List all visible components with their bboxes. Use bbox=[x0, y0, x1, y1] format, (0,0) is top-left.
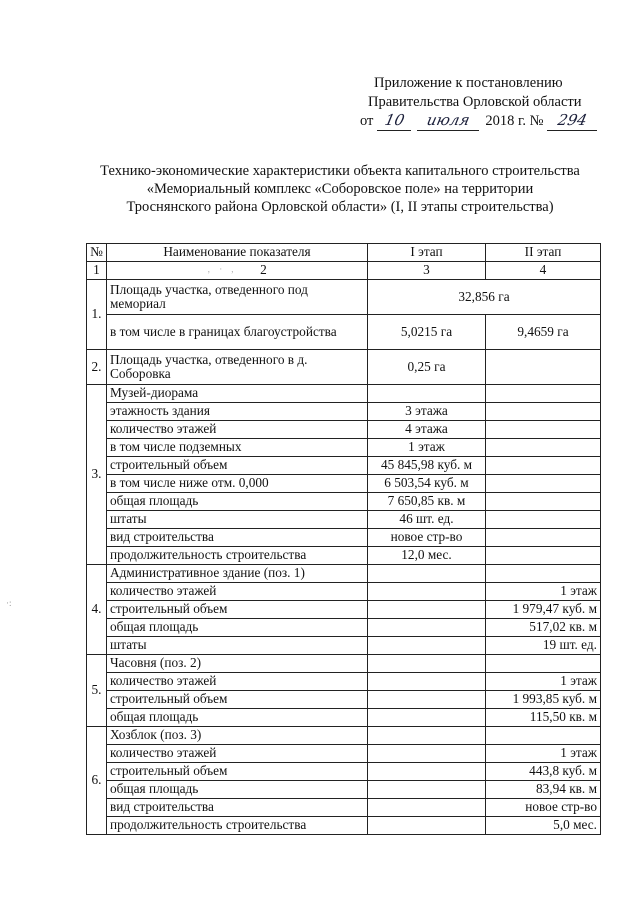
stage-2-value-cell bbox=[486, 475, 601, 493]
stage-2-value-cell bbox=[486, 350, 601, 385]
indicator-name-cell: Административное здание (поз. 1) bbox=[107, 565, 368, 583]
stage-2-value-cell bbox=[486, 655, 601, 673]
stage-1-value-cell bbox=[368, 601, 486, 619]
stage-2-value-cell: 1 979,47 куб. м bbox=[486, 601, 601, 619]
title-line-2: «Мемориальный комплекс «Соборовское поле» на территории bbox=[146, 181, 534, 197]
stage-1-value-cell bbox=[368, 565, 486, 583]
table-row bbox=[87, 511, 601, 529]
table-row bbox=[87, 547, 601, 565]
table-row bbox=[87, 709, 601, 727]
stage-1-value-cell bbox=[368, 799, 486, 817]
indicator-name-cell: количество этажей bbox=[107, 583, 368, 601]
indicator-name-cell: продолжительность строительства bbox=[107, 547, 368, 565]
stage-2-value-cell bbox=[486, 565, 601, 583]
indicator-name-cell: вид строительства bbox=[107, 529, 368, 547]
indicator-name-cell: в том числе подземных bbox=[107, 439, 368, 457]
indicator-name-cell: строительный объем bbox=[107, 601, 368, 619]
indicator-name-cell: строительный объем bbox=[107, 691, 368, 709]
table-row bbox=[87, 493, 601, 511]
table-index-row bbox=[87, 262, 601, 280]
table-row bbox=[87, 457, 601, 475]
row-group-number: 2. bbox=[87, 350, 107, 385]
stage-2-value-cell: 115,50 кв. м bbox=[486, 709, 601, 727]
scan-margin-mark: ·: bbox=[6, 598, 12, 608]
merged-value-cell: 32,856 га bbox=[368, 280, 601, 315]
stage-2-value-cell bbox=[486, 727, 601, 745]
table-row bbox=[87, 529, 601, 547]
stage-1-value-cell: 6 503,54 куб. м bbox=[368, 475, 486, 493]
stage-2-value-cell: 1 этаж bbox=[486, 745, 601, 763]
header-number: № bbox=[87, 244, 107, 262]
date-from-label: от bbox=[360, 113, 374, 129]
stage-2-value-cell: 517,02 кв. м bbox=[486, 619, 601, 637]
indicator-name-cell: вид строительства bbox=[107, 799, 368, 817]
stage-2-value-cell bbox=[486, 403, 601, 421]
index-cell: 3 bbox=[368, 262, 486, 280]
header-stage-2: II этап bbox=[486, 244, 601, 262]
table-row bbox=[87, 727, 601, 745]
document-number-field bbox=[547, 112, 597, 131]
indicator-name-cell: количество этажей bbox=[107, 745, 368, 763]
indicator-name-cell: количество этажей bbox=[107, 421, 368, 439]
stage-2-value-cell bbox=[486, 511, 601, 529]
stage-2-value-cell: 1 этаж bbox=[486, 583, 601, 601]
table-row bbox=[87, 637, 601, 655]
table-body bbox=[87, 262, 601, 835]
stage-2-value-cell bbox=[486, 547, 601, 565]
row-group-number: 6. bbox=[87, 727, 107, 835]
indicator-name-cell: общая площадь bbox=[107, 781, 368, 799]
date-year-label: 2018 г. № bbox=[485, 113, 544, 129]
stage-1-value-cell bbox=[368, 727, 486, 745]
indicator-name-cell: штаты bbox=[107, 637, 368, 655]
table-row bbox=[87, 763, 601, 781]
table-row bbox=[87, 350, 601, 385]
date-month-handwritten: июля bbox=[425, 111, 472, 129]
indicator-name-cell: штаты bbox=[107, 511, 368, 529]
table-row bbox=[87, 403, 601, 421]
indicator-name-cell: в том числе в границах благоустройства bbox=[107, 315, 368, 350]
stage-1-value-cell: 45 845,98 куб. м bbox=[368, 457, 486, 475]
stage-1-value-cell: 4 этажа bbox=[368, 421, 486, 439]
indicator-name-cell: в том числе ниже отм. 0,000 bbox=[107, 475, 368, 493]
stage-1-value-cell bbox=[368, 637, 486, 655]
stage-2-value-cell: 83,94 кв. м bbox=[486, 781, 601, 799]
indicator-name-cell: продолжительность строительства bbox=[107, 817, 368, 835]
stage-1-value-cell bbox=[368, 763, 486, 781]
table-header-row bbox=[87, 244, 601, 262]
indicator-name-cell: Площадь участка, отведенного в д. Соборовка bbox=[107, 350, 368, 385]
scan-mark: ‚ · , bbox=[207, 263, 234, 274]
indicator-name-cell: количество этажей bbox=[107, 673, 368, 691]
title-line-1: Технико-экономические характеристики объекта капитального строительства bbox=[100, 163, 580, 179]
indicator-name-cell: строительный объем bbox=[107, 763, 368, 781]
stage-2-value-cell: 19 шт. ед. bbox=[486, 637, 601, 655]
table-row bbox=[87, 745, 601, 763]
date-month-field bbox=[417, 112, 479, 131]
stage-2-value-cell: 443,8 куб. м bbox=[486, 763, 601, 781]
indicator-name-cell: Площадь участка, отведенного под мемориал bbox=[107, 280, 368, 315]
index-cell bbox=[107, 262, 368, 280]
index-cell: 1 bbox=[87, 262, 107, 280]
table-row bbox=[87, 673, 601, 691]
table-row bbox=[87, 691, 601, 709]
table-row bbox=[87, 655, 601, 673]
title-line-3: Троснянского района Орловской области» (I, II этапы строительства) bbox=[126, 199, 554, 215]
row-group-number: 3. bbox=[87, 385, 107, 565]
stage-2-value-cell: 5,0 мес. bbox=[486, 817, 601, 835]
stage-1-value-cell: 1 этаж bbox=[368, 439, 486, 457]
index-cell: 4 bbox=[486, 262, 601, 280]
stage-2-value-cell bbox=[486, 457, 601, 475]
stage-1-value-cell bbox=[368, 745, 486, 763]
table-row bbox=[87, 583, 601, 601]
indicator-name-cell: Музей-диорама bbox=[107, 385, 368, 403]
attachment-date-line bbox=[360, 112, 620, 131]
indicator-name-cell: строительный объем bbox=[107, 457, 368, 475]
stage-1-value-cell bbox=[368, 385, 486, 403]
stage-2-value-cell: 1 этаж bbox=[486, 673, 601, 691]
stage-1-value-cell bbox=[368, 583, 486, 601]
header-stage-1: I этап bbox=[368, 244, 486, 262]
table-row bbox=[87, 475, 601, 493]
stage-1-value-cell bbox=[368, 709, 486, 727]
index-cell-value: 2 bbox=[260, 261, 267, 277]
document-title bbox=[40, 162, 640, 216]
row-group-number: 1. bbox=[87, 280, 107, 350]
indicator-name-cell: этажность здания bbox=[107, 403, 368, 421]
stage-1-value-cell bbox=[368, 691, 486, 709]
stage-2-value-cell bbox=[486, 385, 601, 403]
attachment-line-2: Правительства Орловской области bbox=[368, 94, 582, 110]
table-row bbox=[87, 280, 601, 315]
attachment-block bbox=[360, 74, 620, 131]
table-row bbox=[87, 799, 601, 817]
indicator-name-cell: общая площадь bbox=[107, 709, 368, 727]
header-indicator-name: Наименование показателя bbox=[107, 244, 368, 262]
row-group-number: 4. bbox=[87, 565, 107, 655]
stage-1-value-cell bbox=[368, 619, 486, 637]
table-row bbox=[87, 439, 601, 457]
stage-1-value-cell: 46 шт. ед. bbox=[368, 511, 486, 529]
stage-1-value-cell: 3 этажа bbox=[368, 403, 486, 421]
stage-1-value-cell: новое стр-во bbox=[368, 529, 486, 547]
stage-1-value-cell bbox=[368, 781, 486, 799]
date-day-field bbox=[377, 112, 411, 131]
table-row bbox=[87, 781, 601, 799]
table-row bbox=[87, 601, 601, 619]
stage-1-value-cell: 12,0 мес. bbox=[368, 547, 486, 565]
characteristics-table bbox=[86, 243, 601, 835]
stage-1-value-cell bbox=[368, 673, 486, 691]
date-day-handwritten: 10 bbox=[383, 111, 406, 129]
stage-2-value-cell bbox=[486, 493, 601, 511]
stage-2-value-cell bbox=[486, 439, 601, 457]
stage-2-value-cell: 9,4659 га bbox=[486, 315, 601, 350]
stage-2-value-cell bbox=[486, 421, 601, 439]
document-number-handwritten: 294 bbox=[556, 111, 589, 129]
stage-2-value-cell: новое стр-во bbox=[486, 799, 601, 817]
stage-1-value-cell: 5,0215 га bbox=[368, 315, 486, 350]
attachment-line-1: Приложение к постановлению bbox=[374, 75, 563, 91]
table-row bbox=[87, 619, 601, 637]
table-row bbox=[87, 565, 601, 583]
stage-1-value-cell bbox=[368, 655, 486, 673]
table-row bbox=[87, 385, 601, 403]
table-row bbox=[87, 817, 601, 835]
stage-1-value-cell bbox=[368, 817, 486, 835]
indicator-name-cell: общая площадь bbox=[107, 619, 368, 637]
stage-1-value-cell: 0,25 га bbox=[368, 350, 486, 385]
indicator-name-cell: Хозблок (поз. 3) bbox=[107, 727, 368, 745]
table-row bbox=[87, 421, 601, 439]
table-row bbox=[87, 315, 601, 350]
indicator-name-cell: общая площадь bbox=[107, 493, 368, 511]
stage-2-value-cell bbox=[486, 529, 601, 547]
stage-2-value-cell: 1 993,85 куб. м bbox=[486, 691, 601, 709]
row-group-number: 5. bbox=[87, 655, 107, 727]
indicator-name-cell: Часовня (поз. 2) bbox=[107, 655, 368, 673]
stage-1-value-cell: 7 650,85 кв. м bbox=[368, 493, 486, 511]
